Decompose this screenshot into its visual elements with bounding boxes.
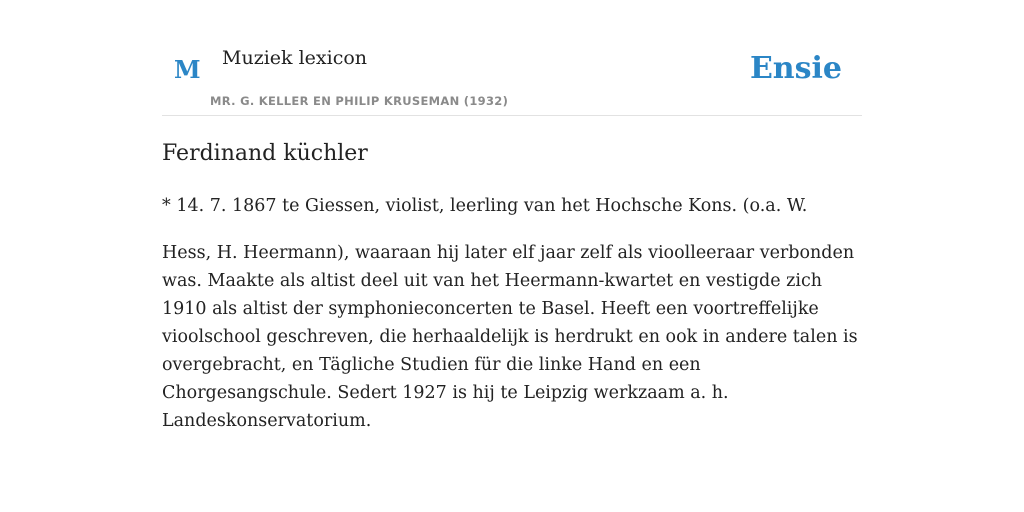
page xyxy=(162,0,862,431)
ensie-logo-link[interactable]: Ensie xyxy=(749,51,842,86)
header xyxy=(162,0,862,116)
entry-title: Ferdinand küchler xyxy=(162,141,368,166)
article-paragraph-1: * 14. 7. 1867 te Giessen, violist, leerling van het Hochsche Kons. (o.a. W. xyxy=(162,196,808,216)
article-paragraph-2: Hess, H. Heermann), waaraan hij later elf jaar zelf als vioolleeraar verbonden was. Maakte als altist deel uit van het Heermann-kwartet en vestigde zich 1910 als altist der symphonieconcerten te Basel. Heeft een voortreffelijke vioolschool geschreven, die herhaaldelijk is herdrukt en ook in andere talen is overgebracht, en Tägliche Studien für die linke Hand en een Chorgesangschule. Sedert 1927 is hij te Leipzig werkzaam a. h. Landeskonservatorium. xyxy=(162,243,858,431)
book-author: MR. G. KELLER EN PHILIP KRUSEMAN (1932) xyxy=(210,94,509,108)
book-logo-icon[interactable]: M xyxy=(174,55,201,84)
book-title-link[interactable]: Muziek lexicon xyxy=(222,47,368,69)
